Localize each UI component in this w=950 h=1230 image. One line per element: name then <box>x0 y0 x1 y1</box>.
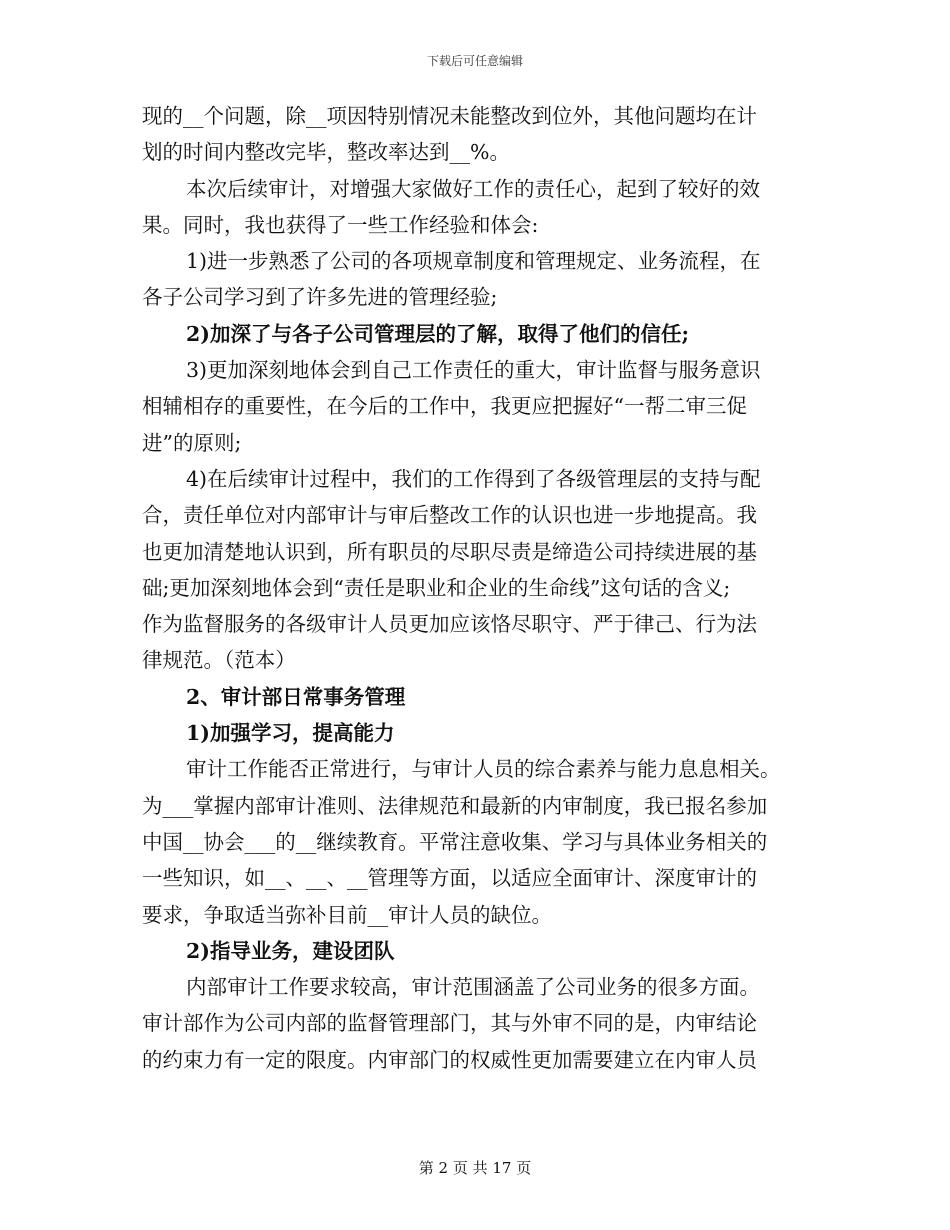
section-heading-line: 2)加深了与各子公司管理层的了解，取得了他们的信任; <box>186 321 690 346</box>
paragraph-line: 础;更加深刻地体会到“责任是职业和企业的生命线”这句话的含义; <box>142 575 731 600</box>
paragraph-line: 本次后续审计，对增强大家做好工作的责任心，起到了较好的效 <box>186 176 760 201</box>
paragraph-line: 律规范。（范本） <box>142 648 296 673</box>
document-body <box>142 98 802 1078</box>
paragraph-line: 的约束力有一定的限度。内审部门的权威性更加需要建立在内审人员 <box>142 1047 757 1072</box>
paragraph-line: 为___掌握内部审计准则、法律规范和最新的内审制度，我已报名参加 <box>142 793 768 818</box>
paragraph-line: 作为监督服务的各级审计人员更加应该恪尽职守、严于律己、行为法 <box>142 612 757 637</box>
section-heading-line: 1)加强学习，提高能力 <box>186 721 395 746</box>
paragraph-line: 果。同时，我也获得了一些工作经验和体会: <box>142 212 539 237</box>
paragraph-line: 现的__个问题，除__项因特别情况未能整改到位外，其他问题均在计 <box>142 104 757 128</box>
paragraph-line: 各子公司学习到了许多先进的管理经验; <box>142 285 498 310</box>
paragraph-line: 一些知识，如__、__、__管理等方面，以适应全面审计、深度审计的 <box>142 866 757 891</box>
section-heading-line: 2)指导业务，建设团队 <box>186 938 395 963</box>
paragraph-line: 相辅相存的重要性，在今后的工作中，我更应把握好“一帮二审三促 <box>142 394 747 419</box>
paragraph-line: 合，责任单位对内部审计与审后整改工作的认识也进一步地提高。我 <box>142 503 757 528</box>
paragraph-line: 划的时间内整改完毕，整改率达到__%。 <box>142 140 510 165</box>
page-footer: 第 2 页 共 17 页 <box>418 1159 532 1177</box>
paragraph-line: 审计部作为公司内部的监督管理部门，其与外审不同的是，内审结论 <box>142 1011 757 1036</box>
paragraph-line: 也更加清楚地认识到，所有职员的尽职尽责是缔造公司持续进展的基 <box>142 539 757 564</box>
paragraph-line: 审计工作能否正常进行，与审计人员的综合素养与能力息息相关。 <box>186 757 781 782</box>
paragraph-line: 1)进一步熟悉了公司的各项规章制度和管理规定、业务流程，在 <box>186 249 761 274</box>
page-header: 下载后可任意编辑 <box>426 54 523 68</box>
paragraph-line: 内部审计工作要求较高，审计范围涵盖了公司业务的很多方面。 <box>186 975 760 1000</box>
paragraph-line: 要求，争取适当弥补目前__审计人员的缺位。 <box>142 902 552 927</box>
paragraph-line: 4)在后续审计过程中，我们的工作得到了各级管理层的支持与配 <box>186 466 761 491</box>
paragraph-line: 3)更加深刻地体会到自己工作责任的重大，审计监督与服务意识 <box>186 358 761 383</box>
section-heading-line: 2、审计部日常事务管理 <box>186 684 406 709</box>
paragraph-line: 中国__协会___的__继续教育。平常注意收集、学习与具体业务相关的 <box>142 829 768 854</box>
paragraph-line: 进”的原则; <box>142 430 242 455</box>
